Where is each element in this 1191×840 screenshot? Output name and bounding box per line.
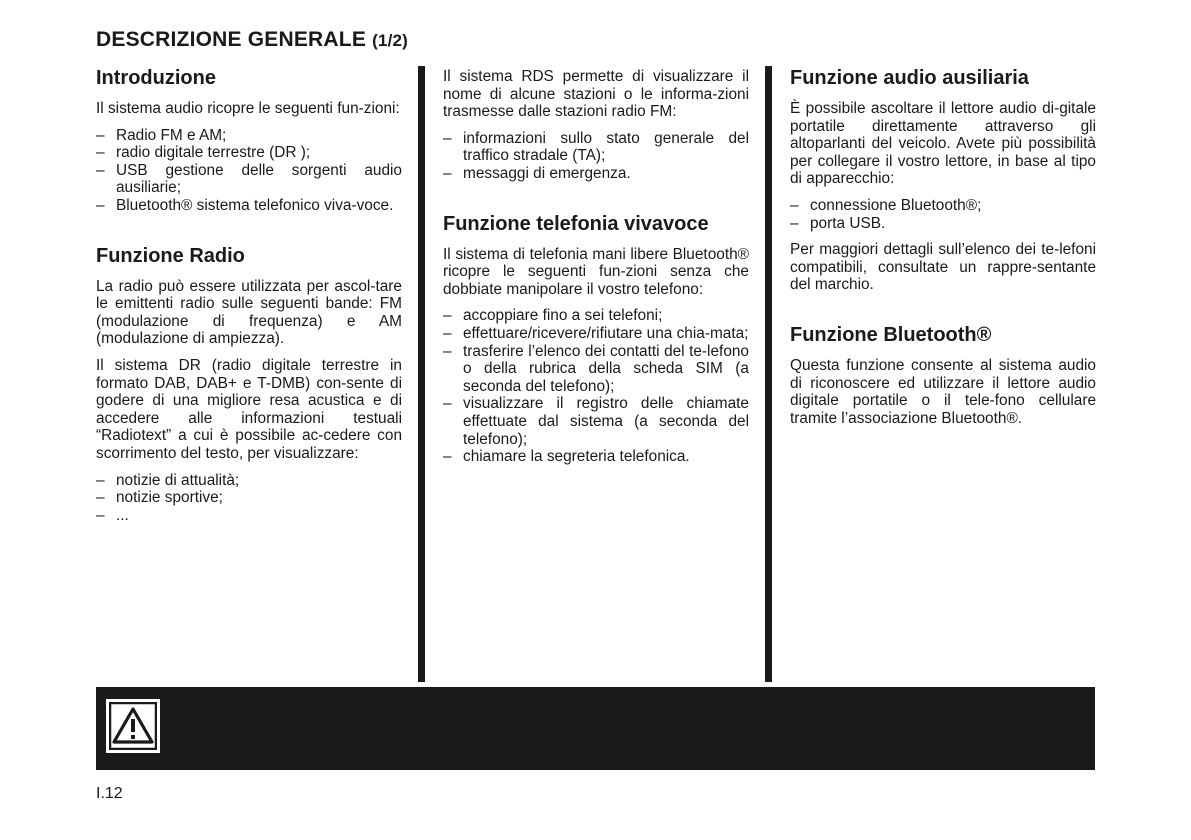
column-right: [790, 66, 1096, 436]
rds-list: [443, 130, 749, 183]
list-item: – radio digitale terrestre (DR );: [96, 144, 402, 162]
intro-list: [96, 127, 402, 215]
list-item: – connessione Bluetooth®;: [790, 197, 1096, 215]
page-number: I.12: [96, 785, 123, 802]
list-item: – Bluetooth® sistema telefonico viva-voce.: [96, 197, 402, 215]
rds-text: Il sistema RDS permette di visualizzare il nome di alcune stazioni o le informa-zioni trasmesse dalle stazioni radio FM:: [443, 68, 749, 121]
phone-heading: Funzione telefonia vivavoce: [443, 212, 709, 235]
list-item: – ...: [96, 507, 402, 525]
intro-text: Il sistema audio ricopre le seguenti fun-zioni:: [96, 100, 400, 117]
column-divider: [418, 66, 425, 682]
warning-icon: [106, 699, 160, 753]
list-item: – visualizzare il registro delle chiamate effettuate dal sistema (a seconda del telefono);: [443, 395, 749, 448]
column-middle: [443, 68, 749, 475]
radio-paragraph-1: La radio può essere utilizzata per ascol-tare le emittenti radio sulle seguenti bande: FM (modulazione di frequenza) e AM (modulazione di ampiezza).: [96, 277, 402, 348]
list-item: – messaggi di emergenza.: [443, 165, 749, 183]
radio-paragraph-2: Il sistema DR (radio digitale terrestre in formato DAB, DAB+ e T-DMB) con-sente di godere di una migliore resa acustica e di accedere alle informazioni testuali “Radiotext” a cui è possibile ac-cedere con scorrimento del testo, per visualizzare:: [96, 356, 402, 462]
list-item: – porta USB.: [790, 215, 1096, 233]
list-item: – notizie sportive;: [96, 489, 402, 507]
radio-list: [96, 472, 402, 525]
aux-list: [790, 197, 1096, 232]
list-item: – effettuare/ricevere/rifiutare una chia-mata;: [443, 325, 749, 343]
bluetooth-heading: Funzione Bluetooth®: [790, 323, 992, 346]
page-title-part: (1/2): [372, 31, 409, 50]
list-item: – Radio FM e AM;: [96, 127, 402, 145]
warning-triangle-icon: [109, 702, 157, 750]
phone-list: [443, 307, 749, 465]
list-item: – informazioni sullo stato generale del traffico stradale (TA);: [443, 130, 749, 165]
page-title-main: DESCRIZIONE GENERALE: [96, 28, 367, 51]
intro-heading: Introduzione: [96, 67, 216, 89]
bluetooth-text: Questa funzione consente al sistema audio di riconoscere ed utilizzare il lettore audio digitale portatile o il tele-fono cellulare tramite l’associazione Bluetooth®.: [790, 356, 1096, 427]
list-item: – accoppiare fino a sei telefoni;: [443, 307, 749, 325]
list-item: – chiamare la segreteria telefonica.: [443, 448, 749, 466]
page-title: [96, 28, 408, 52]
list-item: – USB gestione delle sorgenti audio ausiliarie;: [96, 162, 402, 197]
column-left: [96, 66, 402, 533]
warning-box: [96, 687, 1095, 770]
list-item: – notizie di attualità;: [96, 472, 402, 490]
column-divider: [765, 66, 772, 682]
aux-more-text: Per maggiori dettagli sull’elenco dei te-lefoni compatibili, consultate un rappre-sentante del marchio.: [790, 241, 1096, 294]
aux-heading: Funzione audio ausiliaria: [790, 67, 1029, 89]
phone-text: Il sistema di telefonia mani libere Bluetooth® ricopre le seguenti fun-zioni senza che dobbiate manipolare il vostro telefono:: [443, 245, 749, 298]
list-item: – trasferire l’elenco dei contatti del te-lefono o della rubrica della scheda SIM (a seconda del telefono);: [443, 343, 749, 396]
aux-text: È possibile ascoltare il lettore audio di-gitale portatile direttamente attraverso gli altoparlanti del veicolo. Avete più possibilità per collegare il vostro lettore, in base al tipo di apparecchio:: [790, 100, 1096, 188]
radio-heading: Funzione Radio: [96, 244, 245, 267]
